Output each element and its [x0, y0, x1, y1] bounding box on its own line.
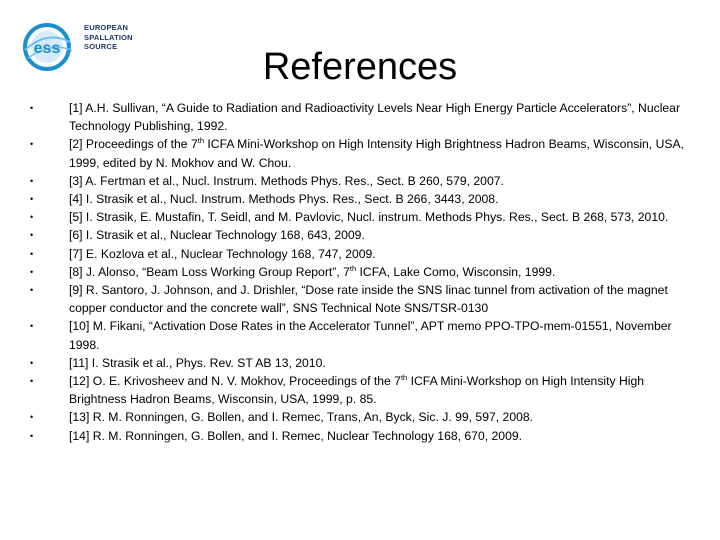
reference-text: [4] I. Strasik et al., Nucl. Instrum. Methods Phys. Res., Sect. B 266, 3443, 2008. — [69, 192, 499, 207]
reference-item — [30, 263, 690, 281]
bullet-icon: • — [30, 194, 34, 205]
reference-item — [30, 245, 690, 263]
bullet-icon: • — [30, 212, 34, 223]
reference-item — [30, 281, 690, 317]
reference-text-part: [2] Proceedings of the 7 — [69, 137, 198, 152]
reference-text: [3] A. Fertman et al., Nucl. Instrum. Methods Phys. Res., Sect. B 260, 579, 2007. — [69, 173, 504, 188]
reference-item — [30, 226, 690, 244]
bullet-icon: • — [30, 376, 34, 387]
reference-text — [69, 137, 684, 169]
reference-text: [9] R. Santoro, J. Johnson, and J. Drishler, “Dose rate inside the SNS linac tunnel from activation of the magnet copper conductor and the concrete wall”, SNS Technical Note SNS/TSR-0130 — [69, 283, 668, 316]
page-title: References — [262, 46, 458, 88]
bullet-icon: • — [30, 430, 34, 441]
logo-mark-text: ess — [33, 40, 61, 57]
reference-text-part: [8] J. Alonso, “Beam Loss Working Group Report”, 7 — [69, 264, 350, 279]
bullet-icon: • — [30, 139, 34, 150]
reference-text-part: ICFA Mini-Workshop on High Intensity High Brightness Hadron Beams, Wisconsin, USA, 1999, p. 85. — [69, 374, 645, 407]
logo-line-2: SPALLATION — [84, 32, 133, 42]
bullet-icon: • — [30, 357, 34, 368]
reference-text: [5] I. Strasik, E. Mustafin, T. Seidl, and M. Pavlovic, Nucl. instrum. Methods Phys. Res., Sect. B 268, 573, 2010. — [69, 210, 669, 225]
reference-text: [10] M. Fikani, “Activation Dose Rates in the Accelerator Tunnel”, APT memo PPO-TPO-mem-01551, November 1998. — [69, 319, 672, 352]
references-list — [30, 99, 690, 445]
reference-text: [6] I. Strasik et al., Nuclear Technology 168, 643, 2009. — [69, 228, 365, 243]
reference-item — [30, 190, 690, 208]
bullet-icon: • — [30, 285, 34, 296]
bullet-icon: • — [30, 175, 34, 186]
reference-item — [30, 372, 690, 408]
reference-text-part: ICFA, Lake Como, Wisconsin, 1999. — [356, 264, 556, 279]
reference-text-part: ICFA Mini-Workshop on High Intensity High Brightness Hadron Beams, Wisconsin, USA, 1999, edited by N. Mokhov and W. Chou. — [69, 137, 685, 170]
reference-text: [7] E. Kozlova et al., Nuclear Technology 168, 747, 2009. — [69, 246, 376, 261]
reference-item — [30, 427, 690, 445]
reference-item — [30, 354, 690, 372]
reference-text: [11] I. Strasik et al., Phys. Rev. ST AB 13, 2010. — [69, 355, 326, 370]
reference-item — [30, 99, 690, 135]
bullet-icon: • — [30, 230, 34, 241]
reference-text: [14] R. M. Ronningen, G. Bollen, and I. Remec, Nuclear Technology 168, 670, 2009. — [69, 428, 523, 443]
bullet-icon: • — [30, 103, 34, 113]
reference-text — [69, 374, 644, 406]
reference-item — [30, 208, 690, 226]
reference-text: [1] A.H. Sullivan, “A Guide to Radiation and Radioactivity Levels Near High Energy Particle Accelerators”, Nuclear Technology Publishing, 1992. — [69, 101, 681, 134]
reference-text-part: [12] O. E. Krivosheev and N. V. Mokhov, Proceedings of the 7 — [69, 374, 401, 389]
bullet-icon: • — [30, 412, 34, 423]
reference-item — [30, 317, 690, 353]
logo-line-3: SOURCE — [84, 42, 118, 51]
reference-superscript: th — [400, 372, 408, 382]
bullet-icon: • — [30, 248, 34, 259]
bullet-icon: • — [30, 266, 34, 277]
bullet-icon: • — [30, 321, 34, 332]
reference-item — [30, 135, 690, 171]
reference-item — [30, 172, 690, 190]
reference-item — [30, 408, 690, 426]
reference-text — [69, 265, 555, 279]
reference-superscript: th — [349, 263, 357, 273]
reference-superscript: th — [197, 136, 204, 146]
reference-text: [13] R. M. Ronningen, G. Bollen, and I. Remec, Trans, An, Byck, Sic. J. 99, 597, 2008. — [69, 410, 534, 425]
logo-line-1: EUROPEAN — [84, 23, 129, 32]
